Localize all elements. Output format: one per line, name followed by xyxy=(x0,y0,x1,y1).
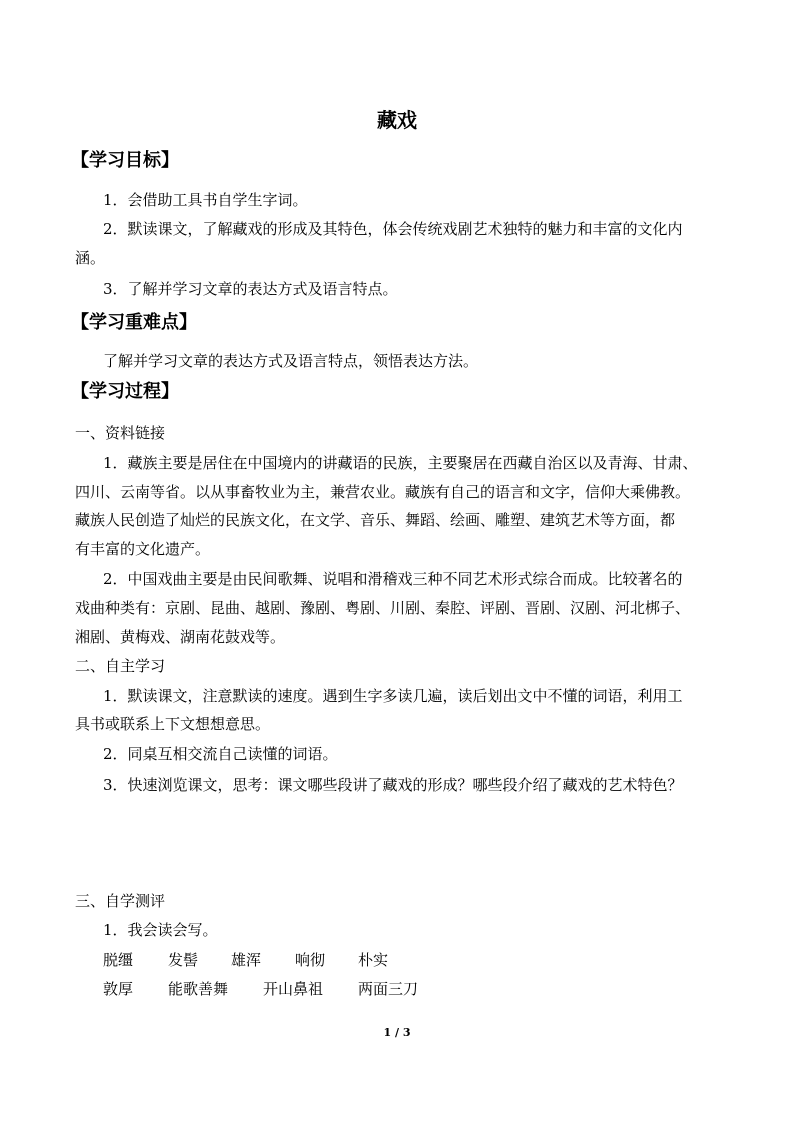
goal-item-2-cont: 涵。 xyxy=(75,249,106,267)
section-3-title: 三、自学测评 xyxy=(75,892,166,910)
vocab-word: 雄浑 xyxy=(231,951,262,969)
s1-line-4: 有丰富的文化遗产。 xyxy=(75,540,211,558)
s1-line-1: 1．藏族主要是居住在中国境内的讲藏语的民族，主要聚居在西藏自治区以及青海、甘肃、 xyxy=(103,454,698,472)
key-text: 了解并学习文章的表达方式及语言特点，领悟表达方法。 xyxy=(103,352,479,370)
s2-line-2: 具书或联系上下文想想意思。 xyxy=(75,715,271,733)
vocab-row-2 xyxy=(103,979,418,999)
process-heading: 【学习过程】 xyxy=(71,381,179,402)
goal-item-2: 2．默读课文，了解藏戏的形成及其特色，体会传统戏剧艺术独特的魅力和丰富的文化内 xyxy=(103,220,683,238)
vocab-word: 发髻 xyxy=(168,951,199,969)
s1-line-5: 2．中国戏曲主要是由民间歌舞、说唱和滑稽戏三种不同艺术形式综合而成。比较著名的 xyxy=(103,570,683,588)
s1-line-2: 四川、云南等省。以从事畜牧业为主，兼营农业。藏族有自己的语言和文字，信仰大乘佛教。 xyxy=(75,483,691,501)
page-number: 1 / 3 xyxy=(383,1026,411,1039)
key-heading: 【学习重难点】 xyxy=(71,312,197,333)
vocab-word: 能歌善舞 xyxy=(168,980,229,998)
s3-item-1: 1．我会读会写。 xyxy=(103,921,218,939)
section-1-title: 一、资料链接 xyxy=(75,424,166,442)
goals-heading: 【学习目标】 xyxy=(71,150,179,171)
goal-item-3: 3．了解并学习文章的表达方式及语言特点。 xyxy=(103,280,398,298)
s2-line-1: 1．默读课文，注意默读的速度。遇到生字多读几遍，读后划出文中不懂的词语，利用工 xyxy=(103,687,683,705)
page-title: 藏戏 xyxy=(377,108,417,132)
s1-line-7: 湘剧、黄梅戏、湖南花鼓戏等。 xyxy=(75,628,286,646)
vocab-word: 响彻 xyxy=(295,951,326,969)
vocab-word: 两面三刀 xyxy=(358,980,419,998)
vocab-row-1 xyxy=(103,950,388,970)
vocab-word: 脱缰 xyxy=(103,951,134,969)
s2-line-4: 3．快速浏览课文，思考：课文哪些段讲了藏戏的形成？哪些段介绍了藏戏的艺术特色？ xyxy=(103,776,683,794)
vocab-word: 朴实 xyxy=(358,951,389,969)
vocab-word: 敦厚 xyxy=(103,980,134,998)
goal-item-1: 1．会借助工具书自学生字词。 xyxy=(103,191,308,209)
vocab-word: 开山鼻祖 xyxy=(263,980,324,998)
s2-line-3: 2．同桌互相交流自己读懂的词语。 xyxy=(103,745,338,763)
section-2-title: 二、自主学习 xyxy=(75,657,166,675)
s1-line-6: 戏曲种类有：京剧、昆曲、越剧、豫剧、粤剧、川剧、秦腔、评剧、晋剧、汉剧、河北梆子、 xyxy=(75,599,691,617)
s1-line-3: 藏族人民创造了灿烂的民族文化，在文学、音乐、舞蹈、绘画、雕塑、建筑艺术等方面，都 xyxy=(75,511,676,529)
